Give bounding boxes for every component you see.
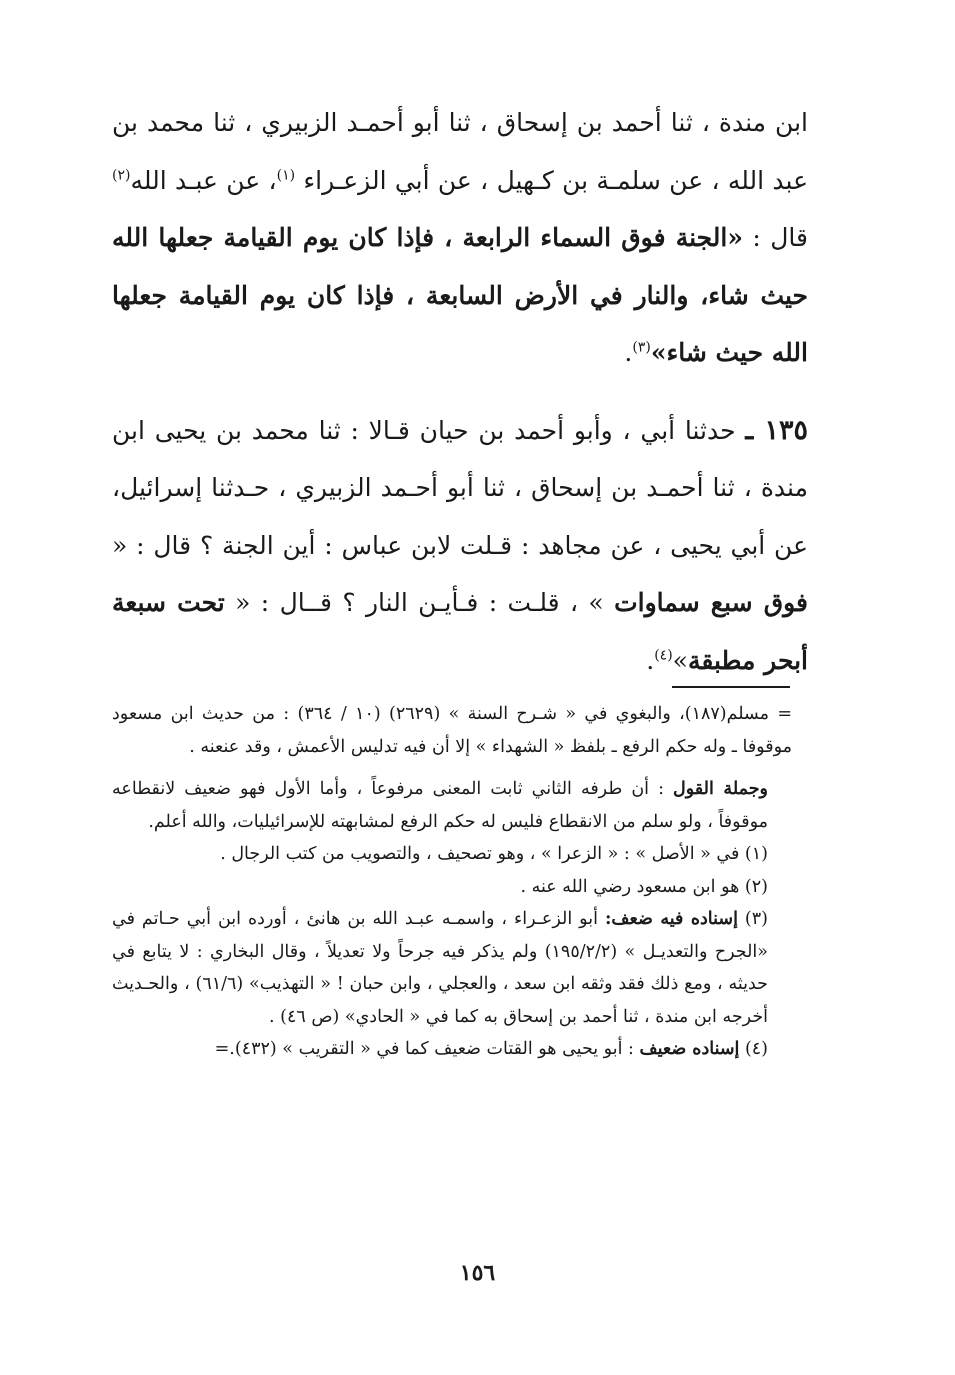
paragraph-1-line-2b: ، عن عبـد الله <box>130 165 277 195</box>
footnote-summary <box>112 773 792 838</box>
footnote-divider <box>672 686 790 688</box>
footnote-ref-3[interactable]: (٣) <box>632 339 651 356</box>
summary-label: وجملة القول <box>673 779 768 799</box>
summary-text: : أن طرفه الثاني ثابت المعنى مرفوعاً ، وأما الأول فهو ضعيف لانقطاعه موقوفاً ، ولو سلم من الانقطاع فليس له حكم الرفع لمشابهته للإسرائيليات، والله أعلم. <box>112 779 768 832</box>
footnote-4 <box>112 1033 792 1066</box>
paragraph-2-text-b: » ، قلـت : فـأيـن النار ؟ قــال : « <box>224 588 615 617</box>
footnote-ref-1[interactable]: (١) <box>276 167 296 184</box>
footnote-4-prefix: (٤) <box>739 1039 768 1059</box>
footnote-2: (٢) هو ابن مسعود رضي الله عنه . <box>520 876 768 897</box>
footnote-4-label: إسناده ضعيف <box>639 1039 740 1059</box>
paragraph-2-text-a: حدثنا أبي ، وأبو أحمد بن حيان قـالا : ثنا محمد بن يحيى ابن مندة ، ثنا أحمـد بن إسحاق ، ثنا أبو أحـمد الزبيري ، حـدثنا إسرائيل، عن أبي يحيى ، عن مجاهد : قـلت لابن عباس : أين الجنة ؟ قال : « <box>112 415 808 560</box>
paragraph-1-line-2c: قال : <box>752 223 808 252</box>
footnote-4-text: : أبو يحيى هو القتات ضعيف كما في « التقريب » (٤٣٢).= <box>214 1039 640 1059</box>
paragraph-2 <box>112 402 808 690</box>
footnote-3-prefix: (٣) <box>737 909 768 929</box>
paragraph-2-text-c: » <box>672 645 688 675</box>
paragraph-2-end: . <box>646 645 655 675</box>
footnote-3-text: أبو الزعـراء ، واسمـه عبـد الله بن هانئ ، أورده ابن أبي حـاتم في «الجرح والتعديـل » (١٩٥/٢/٢) ولم يذكر فيه جرحاً ولا تعديلاً ، وقال البخاري : لا يتابع في حديثه ، ومع ذلك فقد وثقه ابن سعد ، والعجلي ، وابن حبان ! « التهذيب» (٦١/٦) ، والحـديث أخرجه ابن مندة ، ثنا أحمد بن إسحاق به كما في « الحادي» (ص ٤٦) . <box>112 909 768 1027</box>
hadith-quote-3: تحت سبعة أبحر مطبقة <box>112 588 808 675</box>
footnote-ref-4[interactable]: (٤) <box>654 647 673 664</box>
footnote-ref-2[interactable]: (٢) <box>112 167 131 184</box>
hadith-number: ١٣٥ ـ <box>745 414 808 446</box>
page-number: ١٥٦ <box>459 1260 496 1286</box>
footnote-3-label: إسناده فيه ضعف: <box>604 909 738 929</box>
paragraph-1-line-2a: الله ، عن سلمـة بن كـهيل ، عن أبي الزعـراء <box>295 165 765 195</box>
paragraph-1 <box>112 94 808 382</box>
footnotes <box>112 698 792 1066</box>
footnote-3 <box>112 903 792 1033</box>
main-text <box>112 94 808 689</box>
footnote-continuation: = مسلم(١٨٧)، والبغوي في « شـرح السنة » (٢٦٢٩) (١٠ / ٣٦٤) : من حديث ابن مسعود موقوفا ـ وله حكم الرفع ـ بلفظ « الشهداء » إلا أن فيه تدليس الأعمش ، وقد عنعنه . <box>112 704 793 757</box>
footnote-1: (١) في « الأصل » : « الزعرا » ، وهو تصحيف ، والتصويب من كتب الرجال . <box>220 844 768 864</box>
hadith-quote-2: فوق سبع سماوات <box>614 588 809 617</box>
paragraph-1-line-1: ابن مندة ، ثنا أحمد بن إسحاق ، ثنا أبو أحمـد الزبيري ، ثنا محمد بن عبد <box>112 108 808 195</box>
paragraph-1-end: . <box>624 338 633 367</box>
hadith-quote-1: «الجنة فوق السماء الرابعة ، فإذا كان يوم القيامة جعلها الله حيث شاء، والنار في الأرض السابعة ، فإذا كان يوم القيامة جعلها الله حيث شاء» <box>112 223 808 367</box>
